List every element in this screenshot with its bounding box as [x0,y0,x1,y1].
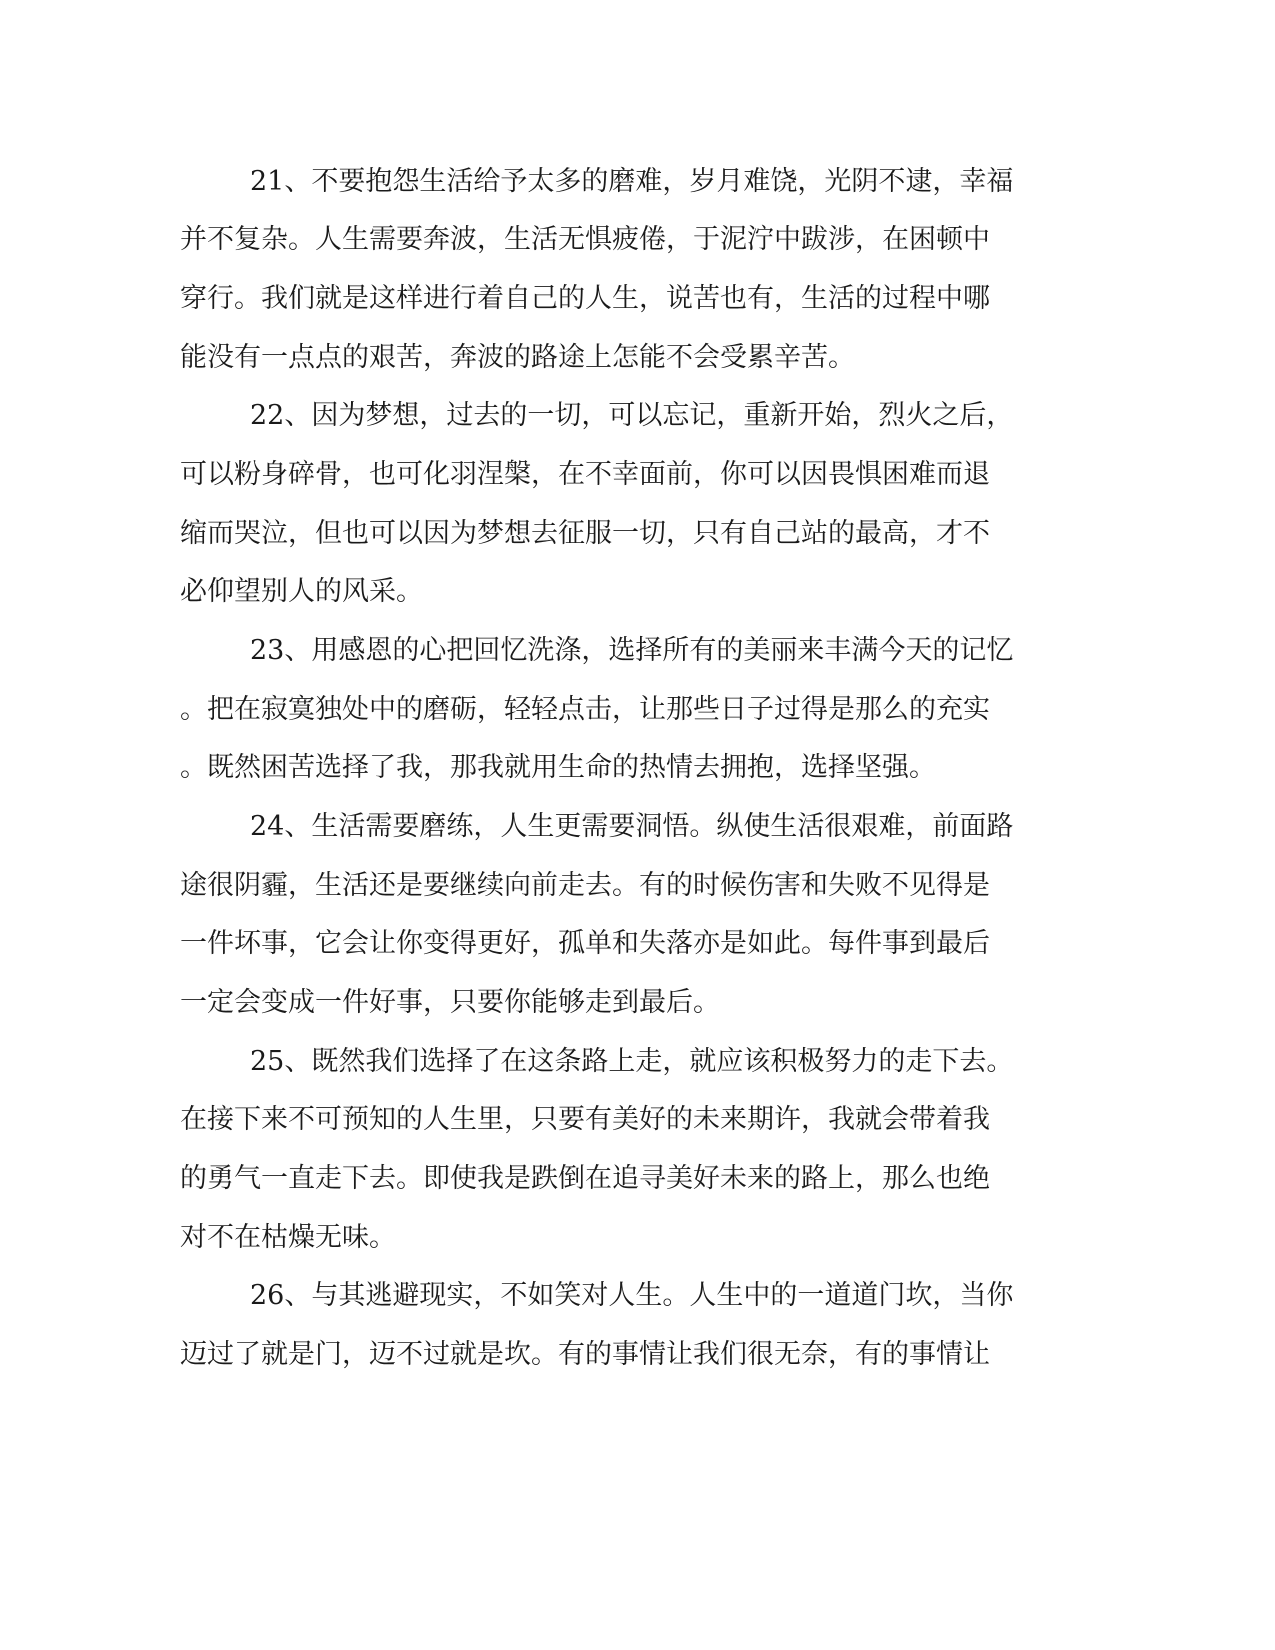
paragraph-24-line-1: 24、生活需要磨练，人生更需要洞悟。纵使生活很艰难，前面路 [250,811,1014,842]
paragraph-23-line-2: 。把在寂寞独处中的磨砺，轻轻点击，让那些日子过得是那么的充实 [180,694,990,725]
paragraph-26-line-1: 26、与其逃避现实，不如笑对人生。人生中的一道道门坎，当你 [250,1280,1014,1311]
paragraph-21-line-1: 21、不要抱怨生活给予太多的磨难，岁月难饶，光阴不逮，幸福 [250,166,1014,197]
paragraph-22-line-4: 必仰望别人的风采。 [180,576,423,607]
paragraph-21-line-2: 并不复杂。人生需要奔波，生活无惧疲倦，于泥泞中跋涉，在困顿中 [180,224,990,255]
paragraph-25-line-4: 对不在枯燥无味。 [180,1222,396,1253]
paragraph-25-line-2: 在接下来不可预知的人生里，只要有美好的未来期许，我就会带着我 [180,1104,990,1135]
paragraph-22-line-2: 可以粉身碎骨，也可化羽涅槃，在不幸面前，你可以因畏惧困难而退 [180,459,990,490]
paragraph-26-line-2: 迈过了就是门，迈不过就是坎。有的事情让我们很无奈，有的事情让 [180,1339,990,1370]
paragraph-23-line-3: 。既然困苦选择了我，那我就用生命的热情去拥抱，选择坚强。 [180,752,936,783]
paragraph-22-line-1: 22、因为梦想，过去的一切，可以忘记，重新开始，烈火之后， [250,400,1014,431]
paragraph-22-line-3: 缩而哭泣，但也可以因为梦想去征服一切，只有自己站的最高，才不 [180,518,990,549]
paragraph-25-line-3: 的勇气一直走下去。即使我是跌倒在追寻美好未来的路上，那么也绝 [180,1163,990,1194]
paragraph-24-line-4: 一定会变成一件好事，只要你能够走到最后。 [180,987,720,1018]
paragraph-21-line-4: 能没有一点点的艰苦，奔波的路途上怎能不会受累辛苦。 [180,342,855,373]
paragraph-25-line-1: 25、既然我们选择了在这条路上走，就应该积极努力的走下去。 [250,1046,1014,1077]
paragraph-21-line-3: 穿行。我们就是这样进行着自己的人生，说苦也有，生活的过程中哪 [180,283,990,314]
paragraph-23-line-1: 23、用感恩的心把回忆洗涤，选择所有的美丽来丰满今天的记忆 [250,635,1014,666]
paragraph-24-line-2: 途很阴霾，生活还是要继续向前走去。有的时候伤害和失败不见得是 [180,870,990,901]
paragraph-24-line-3: 一件坏事，它会让你变得更好，孤单和失落亦是如此。每件事到最后 [180,928,990,959]
